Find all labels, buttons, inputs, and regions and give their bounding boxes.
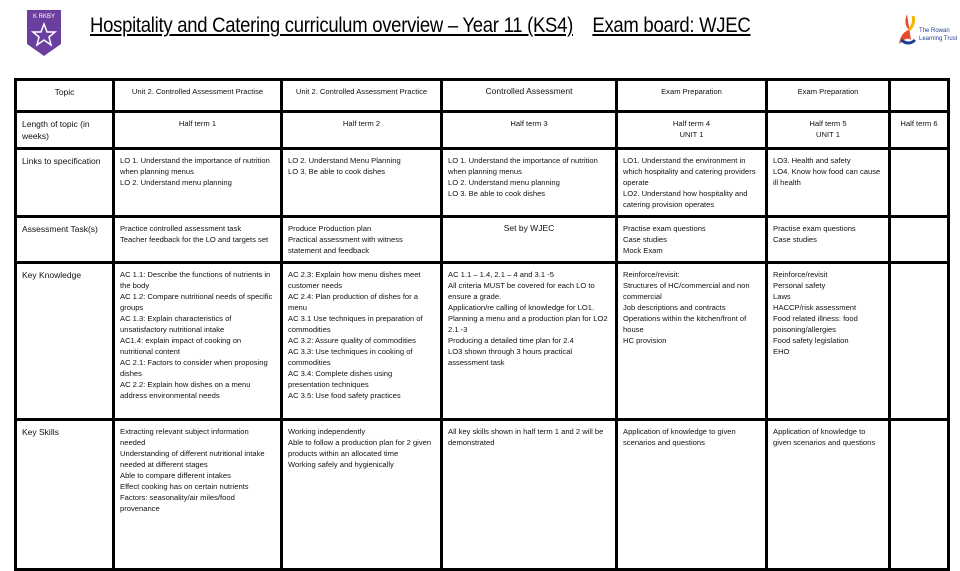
table-cell: Exam Preparation — [617, 80, 767, 112]
table-cell: LO1. Understand the environment in which hospitality and catering providers operate LO2. Understand how hospitality and catering provision operates — [617, 149, 767, 217]
table-cell — [890, 263, 949, 420]
table-cell: LO 1. Understand the importance of nutrition when planning menus LO 2. Understand menu planning — [114, 149, 282, 217]
table-cell: Produce Production plan Practical assessment with witness statement and feedback — [282, 217, 442, 263]
svg-text:The Rowan: The Rowan — [919, 28, 950, 34]
table-cell: Half term 5 UNIT 1 — [767, 112, 890, 149]
table-row — [16, 112, 949, 149]
row-label: Assessment Task(s) — [16, 217, 114, 263]
table-cell — [890, 80, 949, 112]
table-cell: Set by WJEC — [442, 217, 617, 263]
table-cell: Working independently Able to follow a production plan for 2 given products within an allocated time Working safely and hygienically — [282, 420, 442, 570]
table-cell: Half term 6 — [890, 112, 949, 149]
table-cell: AC 2.3: Explain how menu dishes meet customer needs AC 2.4: Plan production of dishes for a menu AC 3.1 Use techniques in preparation of commodities AC 3.2: Assure quality of commodities AC 3.3: Use techniques in cooking of commodities AC 3.4: Complete dishes using presentation techniques AC 3.5: Use food safety practices — [282, 263, 442, 420]
table-cell: Exam Preparation — [767, 80, 890, 112]
row-label: Key Knowledge — [16, 263, 114, 420]
table-cell — [890, 149, 949, 217]
table-cell: Half term 1 — [114, 112, 282, 149]
table-cell: Half term 4 UNIT 1 — [617, 112, 767, 149]
table-cell: Unit 2. Controlled Assessment Practise — [114, 80, 282, 112]
table-cell: Reinforce/revisit: Structures of HC/commercial and non commercial Job descriptions and contracts Operations within the kitchen/front of house HC provision — [617, 263, 767, 420]
curriculum-table — [14, 78, 950, 571]
row-label: Topic — [16, 80, 114, 112]
table-cell — [890, 420, 949, 570]
table-cell: Unit 2. Controlled Assessment Practice — [282, 80, 442, 112]
table-cell: Controlled Assessment — [442, 80, 617, 112]
row-label: Links to specification — [16, 149, 114, 217]
table-cell: Reinforce/revisit Personal safety Laws HACCP/risk assessment Food related illness: food poisoning/allergies Food safety legislation EHO — [767, 263, 890, 420]
table-row — [16, 217, 949, 263]
table-row — [16, 263, 949, 420]
table-cell: All key skills shown in half term 1 and 2 will be demonstrated — [442, 420, 617, 570]
table-cell: LO 1. Understand the importance of nutrition when planning menus LO 2. Understand menu planning LO 3. Be able to cook dishes — [442, 149, 617, 217]
table-row — [16, 149, 949, 217]
title-exam-board: Exam board: WJEC — [592, 14, 751, 37]
table-cell: AC 1.1: Describe the functions of nutrients in the body AC 1.2: Compare nutritional needs of specific groups AC 1.3: Explain characteristics of unsatisfactory nutritional intake AC1.4: explain impact of cooking on nutritional content AC 2.1: Factors to consider when proposing dishes AC 2.2: Explain how dishes on a menu address environmental needs — [114, 263, 282, 420]
table-row — [16, 420, 949, 570]
table-cell: Practise exam questions Case studies Mock Exam — [617, 217, 767, 263]
page-title — [90, 14, 750, 38]
title-main: Hospitality and Catering curriculum overview – Year 11 (KS4) — [90, 14, 574, 37]
table-cell: AC 1.1 – 1.4, 2.1 – 4 and 3.1 -5 All criteria MUST be covered for each LO to ensure a grade. Application/re calling of knowledge for LO1. Planning a menu and a production plan for LO2 2.1 -3 Producing a detailed time plan for 2.4 LO3 shown through 3 hours practical assessment task — [442, 263, 617, 420]
table-cell: Extracting relevant subject information needed Understanding of different nutritional intake needed at different stages Able to compare different intakes Effect cooking has on certain nutrients Factors: seasonality/air miles/food provenance — [114, 420, 282, 570]
school-logo — [25, 8, 63, 58]
table-cell: Half term 2 — [282, 112, 442, 149]
svg-text:Learning Trust: Learning Trust — [919, 36, 957, 42]
table-cell: LO3. Health and safety LO4. Know how food can cause ill health — [767, 149, 890, 217]
row-label: Length of topic (in weeks) — [16, 112, 114, 149]
svg-text:K RKBY: K RKBY — [32, 14, 56, 20]
table-cell: Half term 3 — [442, 112, 617, 149]
table-cell: Practice controlled assessment task Teacher feedback for the LO and targets set — [114, 217, 282, 263]
table-cell: Practise exam questions Case studies — [767, 217, 890, 263]
table-cell — [890, 217, 949, 263]
table-row — [16, 80, 949, 112]
table-cell: Application of knowledge to given scenarios and questions — [617, 420, 767, 570]
table-cell: LO 2. Understand Menu Planning LO 3. Be able to cook dishes — [282, 149, 442, 217]
table-cell: Application of knowledge to given scenarios and questions — [767, 420, 890, 570]
trust-logo — [893, 10, 957, 50]
row-label: Key Skills — [16, 420, 114, 570]
